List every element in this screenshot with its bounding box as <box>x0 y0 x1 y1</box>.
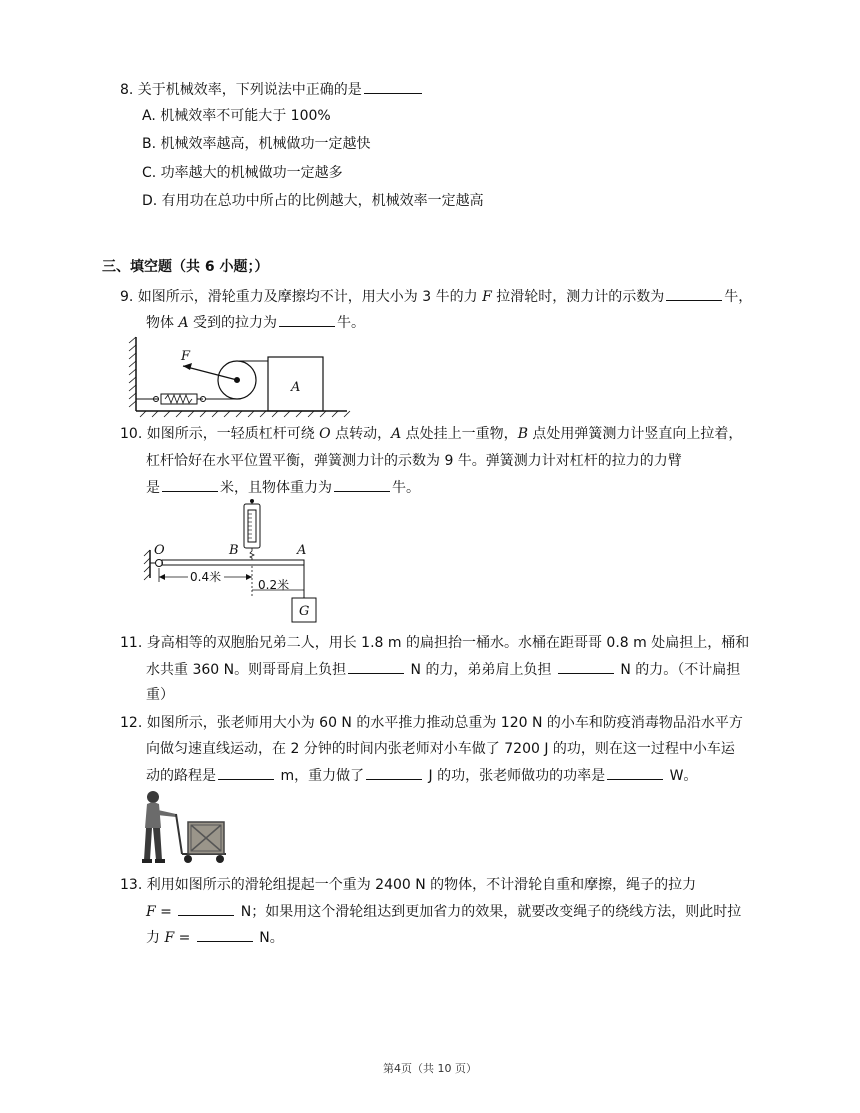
q11-line1: 11. 身高相等的双胞胎兄弟二人，用长 1.8 m 的扁担抬一桶水。水桶在距哥哥 0.8 m 处扁担上，桶和 <box>120 635 750 651</box>
q11-line2: 水共重 360 N。则哥哥肩上负担 N 的力，弟弟肩上负担 N 的力。（不计扁担 <box>146 662 741 678</box>
fig-label-G: G <box>299 604 310 619</box>
q8-option-b: B. 机械效率越高，机械做功一定越快 <box>142 136 371 152</box>
fig-label-F: F <box>181 349 191 364</box>
answer-blank[interactable] <box>607 766 663 780</box>
fig-label-B: B <box>229 543 239 558</box>
answer-blank[interactable] <box>162 478 218 492</box>
q12-line2: 向做匀速直线运动，在 2 分钟的时间内张老师对小车做了 7200 J 的功，则在这一过程中小车运 <box>146 741 735 757</box>
teacher-pushing-cart-image <box>140 790 230 866</box>
q12-line1: 12. 如图所示，张老师用大小为 60 N 的水平推力推动总重为 120 N 的小车和防疫消毒物品沿水平方 <box>120 715 743 731</box>
q9-line1: 9. 如图所示，滑轮重力及摩擦均不计，用大小为 3 牛的力 F 拉滑轮时，测力计的示数为 牛， <box>120 289 753 305</box>
q10-line1: 10. 如图所示，一轻质杠杆可绕 O 点转动，A 点处挂上一重物，B 点处用弹簧测力计竖直向上拉着， <box>120 426 743 442</box>
fig-dim-d2: 0.2米 <box>258 578 290 592</box>
answer-blank[interactable] <box>348 660 404 674</box>
answer-blank[interactable] <box>364 80 422 94</box>
q10-lever-figure <box>140 500 330 626</box>
answer-blank[interactable] <box>178 902 234 916</box>
q11-line3: 重） <box>146 687 174 703</box>
q12-line3: 动的路程是 m，重力做了 J 的功，张老师做功的功率是 W。 <box>146 768 698 784</box>
q10-line3: 是 米，且物体重力为 牛。 <box>146 480 420 496</box>
answer-blank[interactable] <box>218 766 274 780</box>
q8-option-c: C. 功率越大的机械做功一定越多 <box>142 165 343 181</box>
fig-label-A: A <box>291 380 301 395</box>
q13-line1: 13. 利用如图所示的滑轮组提起一个重为 2400 N 的物体，不计滑轮自重和摩擦，绳子的拉力 <box>120 877 697 893</box>
fig-label-A: A <box>297 543 307 558</box>
q8-option-d: D. 有用功在总功中所占的比例越大，机械效率一定越高 <box>142 193 484 209</box>
q8-option-a: A. 机械效率不可能大于 100% <box>142 108 331 124</box>
fig-label-O: O <box>154 543 165 558</box>
answer-blank[interactable] <box>334 478 390 492</box>
section-title: 三、填空题（共 6 小题；） <box>102 259 269 275</box>
page-footer: 第4页（共 10 页） <box>383 1062 477 1075</box>
q13-line2: F = N；如果用这个滑轮组达到更加省力的效果，就要改变绳子的绕线方法，则此时拉 <box>146 904 742 920</box>
answer-blank[interactable] <box>279 313 335 327</box>
answer-blank[interactable] <box>558 660 614 674</box>
q9-line2: 物体 A 受到的拉力为 牛。 <box>146 315 366 331</box>
q13-line3: 力 F = N。 <box>146 930 284 946</box>
q8-stem: 8. 关于机械效率，下列说法中正确的是 <box>120 80 424 99</box>
answer-blank[interactable] <box>366 766 422 780</box>
answer-blank[interactable] <box>666 287 722 301</box>
q9-pulley-figure <box>125 333 355 419</box>
fig-dim-d1: 0.4米 <box>190 570 222 584</box>
q10-line2: 杠杆恰好在水平位置平衡，弹簧测力计的示数为 9 牛。弹簧测力计对杠杆的拉力的力臂 <box>146 453 682 469</box>
answer-blank[interactable] <box>197 928 253 942</box>
